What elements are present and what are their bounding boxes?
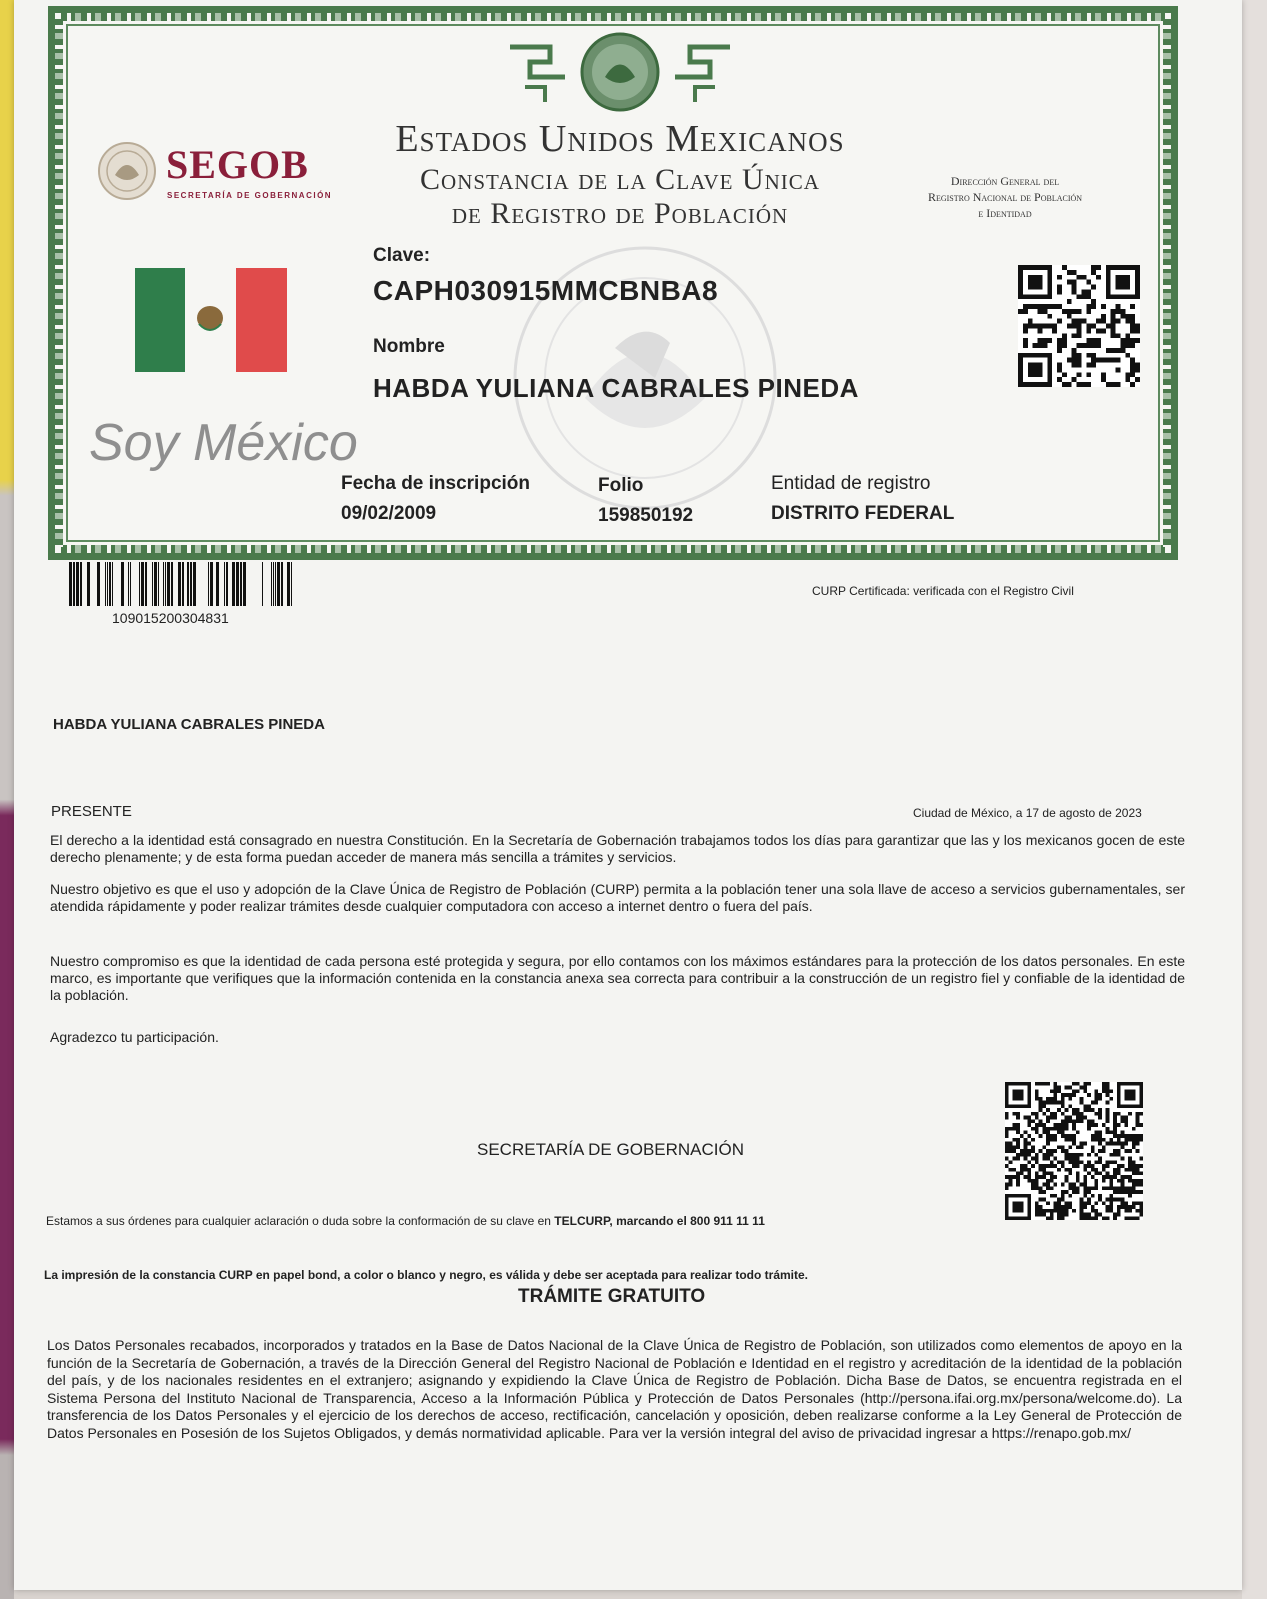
agency-line: Registro Nacional de Población [927, 190, 1083, 204]
fecha-value: 09/02/2009 [341, 503, 437, 524]
slogan: Soy México [89, 414, 358, 472]
telcurp-note [46, 1214, 765, 1228]
letter-closing: Agradezco tu participación. [50, 1029, 219, 1045]
certificate-title [355, 117, 885, 231]
qr-code-icon [1004, 1082, 1144, 1220]
telcurp-phone: TELCURP, marcando el 800 911 11 11 [554, 1214, 765, 1228]
background-left [0, 0, 14, 1599]
doc-title-line2: de Registro de Población [451, 197, 789, 230]
agency-line: e Identidad [978, 206, 1032, 220]
folio-value: 159850192 [598, 505, 694, 526]
letter-paragraph: El derecho a la identidad está consagrado en nuestra Constitución. En la Secretaría de Gobernación trabajamos todos los días para garantizar que las y los mexicanos gocen de este derecho plenamente; y de esta forma puedan acceder de manera más sencilla a trámites y servicios. [50, 832, 1185, 865]
border-pattern [1163, 19, 1171, 547]
border-pattern [61, 545, 1165, 553]
barcode-icon [60, 562, 296, 606]
letter-signature: SECRETARÍA DE GOBERNACIÓN [477, 1140, 745, 1159]
privacy-notice: Los Datos Personales recabados, incorporados y tratados en la Base de Datos Nacional de la Clave Única de Registro de Población, son utilizados como elementos de apoyo en la función de la Secretaría de Gobernación, a través de la Dirección General del Registro Nacional de Población e Identidad en el registro y acreditación de la identidad de la población del país, y de los nacionales residentes en el extranjero; asignando y expidiendo la Clave Única de Registro de Población. Dicha Base de Datos, se encuentra registrada en el Sistema Persona del Instituto Nacional de Transparencia, Acceso a la Información Pública y Protección de Datos Personales (http://persona.ifai.org.mx/persona/welcome.do). La transferencia de los Datos Personales y el ejercicio de los derechos de acceso, rectificación, cancelación y oposición, deben realizarse conforme a la Ley General de Protección de Datos Personales en Posesión de los Sujetos Obligados, y demás normatividad aplicable. Para ver la versión integral del aviso de privacidad ingresar a https://renapo.gob.mx/ [47, 1337, 1182, 1441]
border-pattern [55, 19, 63, 547]
letter-salutation: PRESENTE [51, 803, 132, 820]
doc-title-line1: Constancia de la Clave Única [420, 163, 820, 196]
clave-label: Clave: [373, 245, 431, 266]
telcurp-text: Estamos a sus órdenes para cualquier aclaración o duda sobre la conformación de su clave en [46, 1214, 555, 1228]
clave-value: CAPH030915MMCBNBA8 [373, 275, 719, 306]
letter-paragraph: Nuestro objetivo es que el uso y adopción de la Clave Única de Registro de Población (CURP) permita a la población tener una sola llave de acceso a servicios gubernamentales, ser atendida rápidamente y poder realizar trámites desde cualquier computadora con acceso a internet dentro o fuera del país. [50, 881, 1185, 914]
fecha-label: Fecha de inscripción [341, 473, 530, 494]
print-validity-note: La impresión de la constancia CURP en papel bond, a color o blanco y negro, es válida y debe ser aceptada para realizar todo trámite. [44, 1268, 809, 1282]
barcode-number: 109015200304831 [112, 610, 229, 626]
letter-place-date: Ciudad de México, a 17 de agosto de 2023 [913, 806, 1142, 820]
national-crest-icon [505, 27, 735, 117]
background-right [1242, 0, 1267, 1599]
nombre-label: Nombre [373, 336, 445, 357]
country-title: Estados Unidos Mexicanos [395, 118, 845, 160]
folio-label: Folio [598, 475, 644, 496]
letter-recipient: HABDA YULIANA CABRALES PINEDA [53, 716, 325, 733]
segob-subtitle: SECRETARÍA DE GOBERNACIÓN [167, 191, 333, 200]
letter-paragraph: Nuestro compromiso es que la identidad de cada persona esté protegida y segura, por ello contamos con los máximos estándares para la protección de los datos personales. En este marco, es importante que verifiques que la información contenida en la constancia anexa sea correcta para contribuir a la construcción de un registro fiel y confiable de la identidad de la población. [50, 953, 1185, 1003]
border-pattern [61, 13, 1165, 21]
agency-name [885, 173, 1125, 221]
segob-seal-icon [97, 141, 157, 201]
nombre-value: HABDA YULIANA CABRALES PINEDA [373, 373, 859, 403]
curp-certificate [48, 6, 1178, 560]
entidad-label: Entidad de registro [771, 473, 931, 494]
segob-logo-text: SEGOB [166, 142, 309, 187]
entidad-value: DISTRITO FEDERAL [771, 503, 955, 524]
certification-note: CURP Certificada: verificada con el Registro Civil [812, 584, 1074, 598]
mexican-flag [135, 268, 287, 372]
free-procedure-label: TRÁMITE GRATUITO [518, 1286, 706, 1307]
qr-code-icon [1018, 265, 1140, 387]
agency-line: Dirección General del [950, 174, 1060, 188]
flag-eagle-icon [185, 268, 236, 372]
